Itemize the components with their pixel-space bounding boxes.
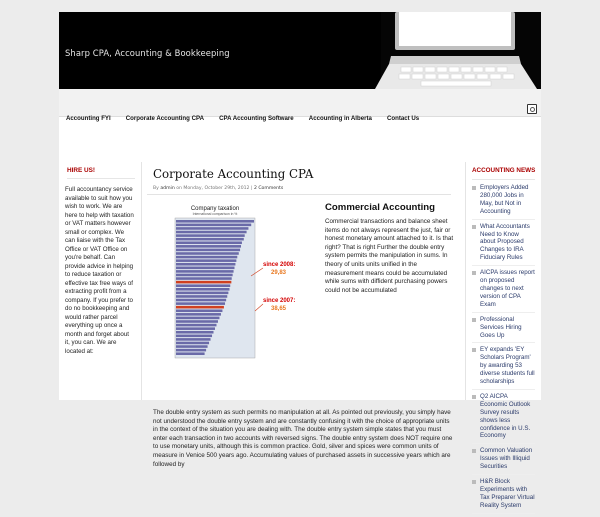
chart-bar [176,245,241,248]
chart-bar [176,249,240,252]
nav-item-accounting-in-alberta[interactable]: Accounting in Alberta [308,115,372,122]
accounting-news-heading: ACCOUNTING NEWS [472,167,535,180]
chart-bar [176,320,218,323]
post-body-text: The double entry system as such permits no manipulation at all. As pointed out previously, you simply have not understood the double entry system and are constantly confusing it with the choice of appropriate units in the context of the situation you are dealing with. The double entry system simple states that you must enter each transaction in two accounts with reversed signs. The double entry system does NOT require one to use monetary units, although this is common practice. Gold, silver and spices were common units of measure in Venice 500 years ago. Accumulating values of purchased assets in successive years which are followed by [153,409,453,468]
nav-menu [66,105,429,122]
news-item[interactable]: AICPA issues report on proposed changes to next version of CPA Exam [472,269,535,313]
chart-bar [176,299,226,302]
chart-bar [176,292,228,295]
chart-bar [176,349,206,352]
news-item[interactable]: Common Valuation Issues with Illiquid Securities [472,447,535,475]
chart-bar [176,241,242,244]
main-content [147,167,454,468]
meta-date: on Monday, October 29th, 2012 | [176,186,253,191]
chart-bar [176,234,245,237]
chart-bar [176,274,233,277]
meta-divider [147,194,451,195]
chart-bar [176,231,247,234]
nav-item-cpa-accounting-software[interactable]: CPA Accounting Software [219,115,294,122]
post-title[interactable]: Corporate Accounting CPA [153,167,314,181]
chart-bar [176,335,212,338]
chart-bar [176,324,216,327]
news-item[interactable]: Employers Added 280,000 Jobs in May, but Not in Accounting [472,184,535,220]
chart-bar [176,313,221,316]
chart-bar [176,345,208,348]
chart-bar [176,302,225,305]
chart-bar [176,220,254,223]
chart-bar [176,281,231,284]
news-item[interactable]: Q2 AICPA Economic Outlook Survey results shows less confidence in U.S. Economy [472,393,535,444]
laptop-photo [381,12,541,89]
search-icon[interactable] [527,104,537,114]
nav-item-corporate-accounting-cpa[interactable]: Corporate Accounting CPA [125,115,204,122]
news-item[interactable]: H&R Block Experiments with Tax Preparer Virtual Reality System [472,478,535,514]
chart-bar [176,224,251,227]
news-item[interactable]: What Accountants Need to Know about Proposed Changes to IRA Fiduciary Rules [472,223,535,267]
since-2008-label: since 2008: [263,262,296,268]
chart-bar [176,270,234,273]
news-list [472,184,535,514]
nav-item-accounting-fyi[interactable]: Accounting FYI [66,115,111,122]
news-item[interactable]: Professional Services Hiring Goes Up [472,316,535,344]
chart-bar [176,252,239,255]
since-2007-value: 38,65 [271,306,287,312]
chart-bar [176,284,230,287]
chart-subtitle: International comparison in % [192,212,238,216]
chart-bar [176,306,224,309]
meta-comments-link[interactable]: 2 Comments [253,186,284,191]
since-2008-value: 29,83 [271,270,287,276]
page-wrapper [59,12,541,509]
news-item[interactable]: EY expands 'EY Scholars Program' by awarding 53 diverse students full scholarships [472,346,535,390]
commercial-accounting-text: Commercial transactions and balance sheet items do not always represent the just, fair or honest monetary amount attached to it. Is that right? That is right Further the double entry system permits the manipulation in sums. In theory of units units unified in the measurement means could be accumulated while sums with diffident purchasing powers could not be accumulated [325,218,454,294]
hire-us-heading: HIRE US! [67,167,135,179]
commercial-accounting-heading: Commercial Accounting [325,202,435,213]
chart-bar [176,327,215,330]
main-nav [59,89,541,122]
chart-title: Company taxation [190,206,240,212]
company-taxation-chart [159,204,307,364]
chart-bar [176,263,235,266]
chart-bar [176,267,235,270]
side-text-column [325,201,455,295]
post-meta [153,186,451,191]
left-sidebar [65,167,135,356]
meta-by: By [153,186,159,191]
chart-bar [176,342,209,345]
chart-bar [176,259,236,262]
chart-bar [176,238,244,241]
chart-bar [176,338,211,341]
meta-author-link[interactable]: admin [160,186,175,191]
leader-line-2007 [255,304,263,311]
chart-bar [176,309,222,312]
chart-bar [176,295,227,298]
left-column-divider [141,162,142,400]
chart-bar [176,227,248,230]
since-2007-label: since 2007: [263,298,296,304]
chart-bar [176,331,214,334]
site-title[interactable]: Sharp CPA, Accounting & Bookkeeping [65,48,230,58]
chart-bar [176,352,205,355]
chart-bar [176,277,232,280]
site-header [59,12,541,89]
hire-us-text: Full accountancy service available to suit how you wish to work. We are here to help with taxation or VAT matters however small or complex. We can liaise with the Tax Office or VAT Office on you're behalf. Can provide advice in helping to reduce taxation or effective tax free ways of extracting profit from a company. If you prefer to do no bookkeeping and would rather parcel everything up once a month and forget about it, you can. We are located at: [65,186,134,355]
right-sidebar [472,167,535,517]
chart-bar [176,317,219,320]
chart-bar [176,256,237,259]
chart-bar [176,288,229,291]
right-column-divider [465,162,466,400]
nav-item-contact-us[interactable]: Contact Us [386,115,420,122]
